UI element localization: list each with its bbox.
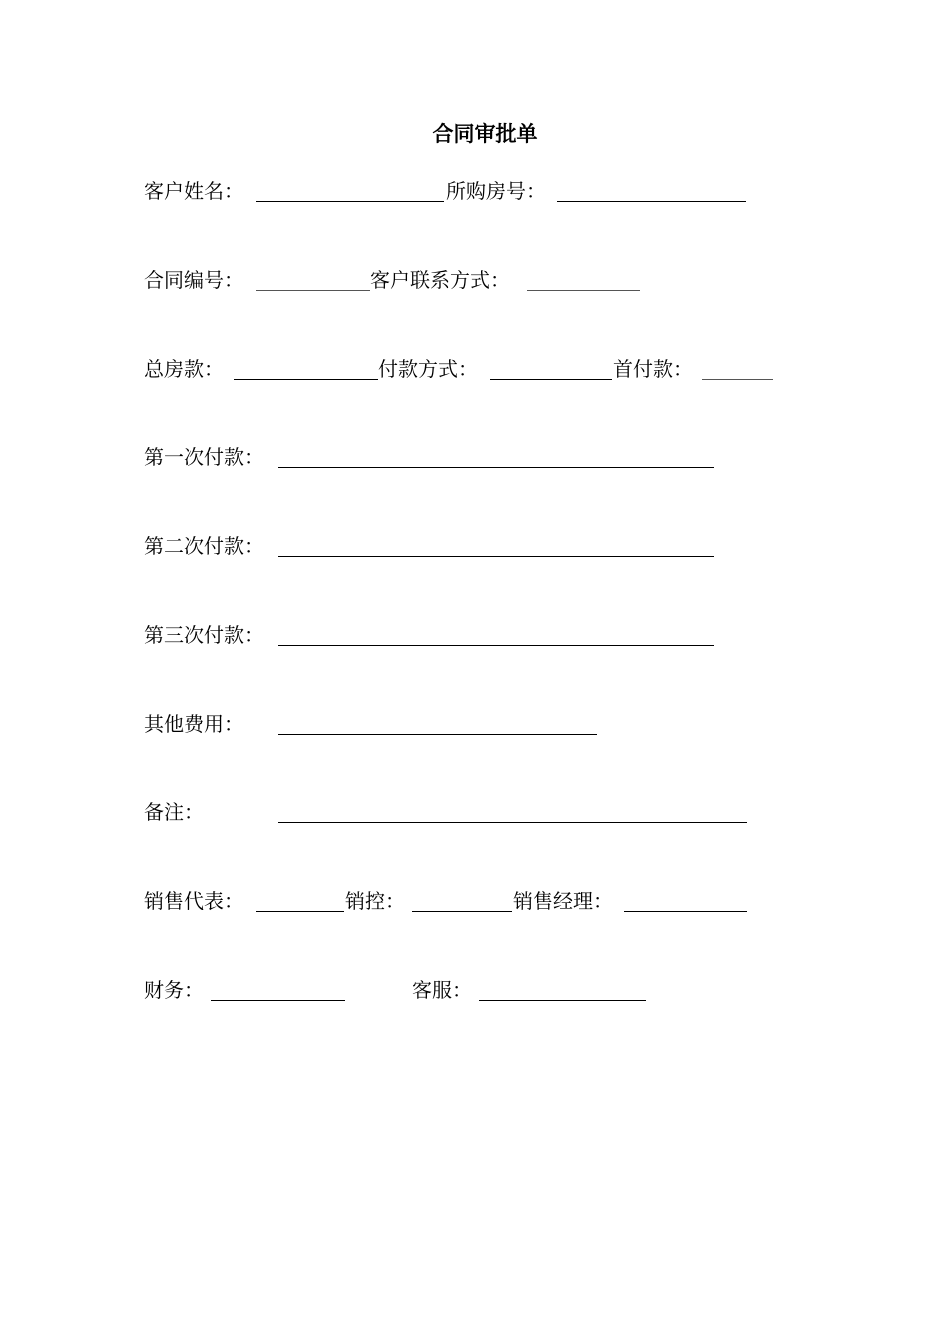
house-number-label: 所购房号： — [446, 179, 546, 203]
sales-manager-label: 销售经理： — [513, 889, 613, 913]
third-payment-field[interactable] — [278, 620, 714, 646]
down-payment-label: 首付款： — [613, 357, 693, 381]
sales-rep-field[interactable] — [256, 886, 344, 912]
customer-name-label: 客户姓名： — [144, 179, 244, 203]
sales-manager-field[interactable] — [624, 886, 747, 912]
sales-control-label: 销控： — [345, 889, 405, 913]
remarks-field[interactable] — [278, 797, 747, 823]
total-price-label: 总房款： — [144, 357, 224, 381]
house-number-field[interactable] — [557, 176, 746, 202]
down-payment-field[interactable] — [702, 354, 773, 380]
page-title: 合同审批单 — [432, 121, 538, 146]
customer-service-field[interactable] — [479, 975, 646, 1001]
payment-method-label: 付款方式： — [378, 357, 478, 381]
first-payment-label: 第一次付款： — [144, 445, 264, 469]
other-fees-field[interactable] — [278, 709, 597, 735]
finance-label: 财务： — [144, 978, 204, 1002]
customer-service-label: 客服： — [412, 978, 472, 1002]
contract-number-field[interactable] — [256, 265, 370, 291]
contract-number-label: 合同编号： — [144, 268, 244, 292]
sales-rep-label: 销售代表： — [144, 889, 244, 913]
customer-name-field[interactable] — [256, 176, 444, 202]
second-payment-label: 第二次付款： — [144, 534, 264, 558]
total-price-field[interactable] — [234, 354, 378, 380]
remarks-label: 备注： — [144, 800, 204, 824]
finance-field[interactable] — [211, 975, 345, 1001]
payment-method-field[interactable] — [490, 354, 612, 380]
customer-contact-field[interactable] — [527, 265, 640, 291]
other-fees-label: 其他费用： — [144, 712, 244, 736]
second-payment-field[interactable] — [278, 531, 714, 557]
sales-control-field[interactable] — [412, 886, 512, 912]
first-payment-field[interactable] — [278, 442, 714, 468]
third-payment-label: 第三次付款： — [144, 623, 264, 647]
customer-contact-label: 客户联系方式： — [370, 268, 510, 292]
